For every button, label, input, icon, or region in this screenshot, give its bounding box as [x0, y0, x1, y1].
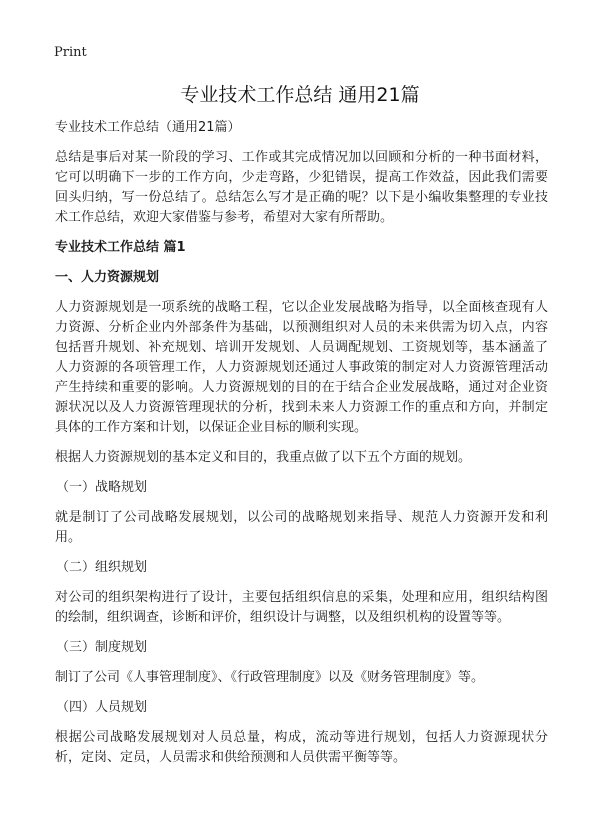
print-link[interactable]: Print	[54, 45, 87, 60]
section-intro-paragraph: 根据人力资源规划的基本定义和目的，我重点做了以下五个方面的规划。	[55, 450, 472, 465]
subsection-heading-staffing: （四）人员规划	[56, 700, 148, 715]
subsection-heading-strategy: （一）战略规划	[56, 480, 148, 495]
subsection-text-strategy: 就是制订了公司战略发展规划，以公司的战略规划来指导、规范人力资源开发和利用。	[55, 510, 548, 545]
subsection-heading-policy: （三）制度规划	[56, 640, 148, 655]
page-title: 专业技术工作总结 通用21篇	[180, 84, 420, 106]
document-body	[55, 118, 548, 778]
section-heading: 一、人力资源规划	[55, 270, 160, 285]
intro-paragraph: 总结是事后对某一阶段的学习、工作或其完成情况加以回顾和分析的一种书面材料，它可以明确下一步的工作方向，少走弯路，少犯错误，提高工作效益，因此我们需要回头归纳，写一份总结了。总结怎么写才是正确的呢？以下是小编收集整理的专业技术工作总结，欢迎大家借鉴与参考，希望对大家有所帮助。	[55, 150, 548, 225]
article-heading: 专业技术工作总结 篇1	[55, 240, 186, 255]
subsection-text-organization: 对公司的组织架构进行了设计，主要包括组织信息的采集，处理和应用，组织结构图的绘制，组织调查，诊断和评价，组织设计与调整，以及组织机构的设置等等。	[55, 590, 548, 625]
subsection-heading-organization: （二）组织规划	[56, 560, 148, 575]
section-paragraph: 人力资源规划是一项系统的战略工程，它以企业发展战略为指导，以全面核查现有人力资源、分析企业内外部条件为基础，以预测组织对人员的未来供需为切入点，内容包括晋升规划、补充规划、培训开发规划、人员调配规划、工资规划等，基本涵盖了人力资源的各项管理工作，人力资源规划还通过人事政策的制定对人力资源管理活动产生持续和重要的影响。人力资源规划的目的在于结合企业发展战略，通过对企业资源状况以及人力资源管理现状的分析，找到未来人力资源工作的重点和方向，并制定具体的工作方案和计划，以保证企业目标的顺利实现。	[55, 300, 548, 435]
subsection-text-staffing: 根据公司战略发展规划对人员总量，构成，流动等进行规划，包括人力资源现状分析，定岗、定员，人员需求和供给预测和人员供需平衡等等。	[55, 730, 548, 765]
document-subtitle: 专业技术工作总结（通用21篇）	[55, 120, 241, 135]
subsection-text-policy: 制订了公司《人事管理制度》、《行政管理制度》以及《财务管理制度》等。	[55, 670, 485, 685]
